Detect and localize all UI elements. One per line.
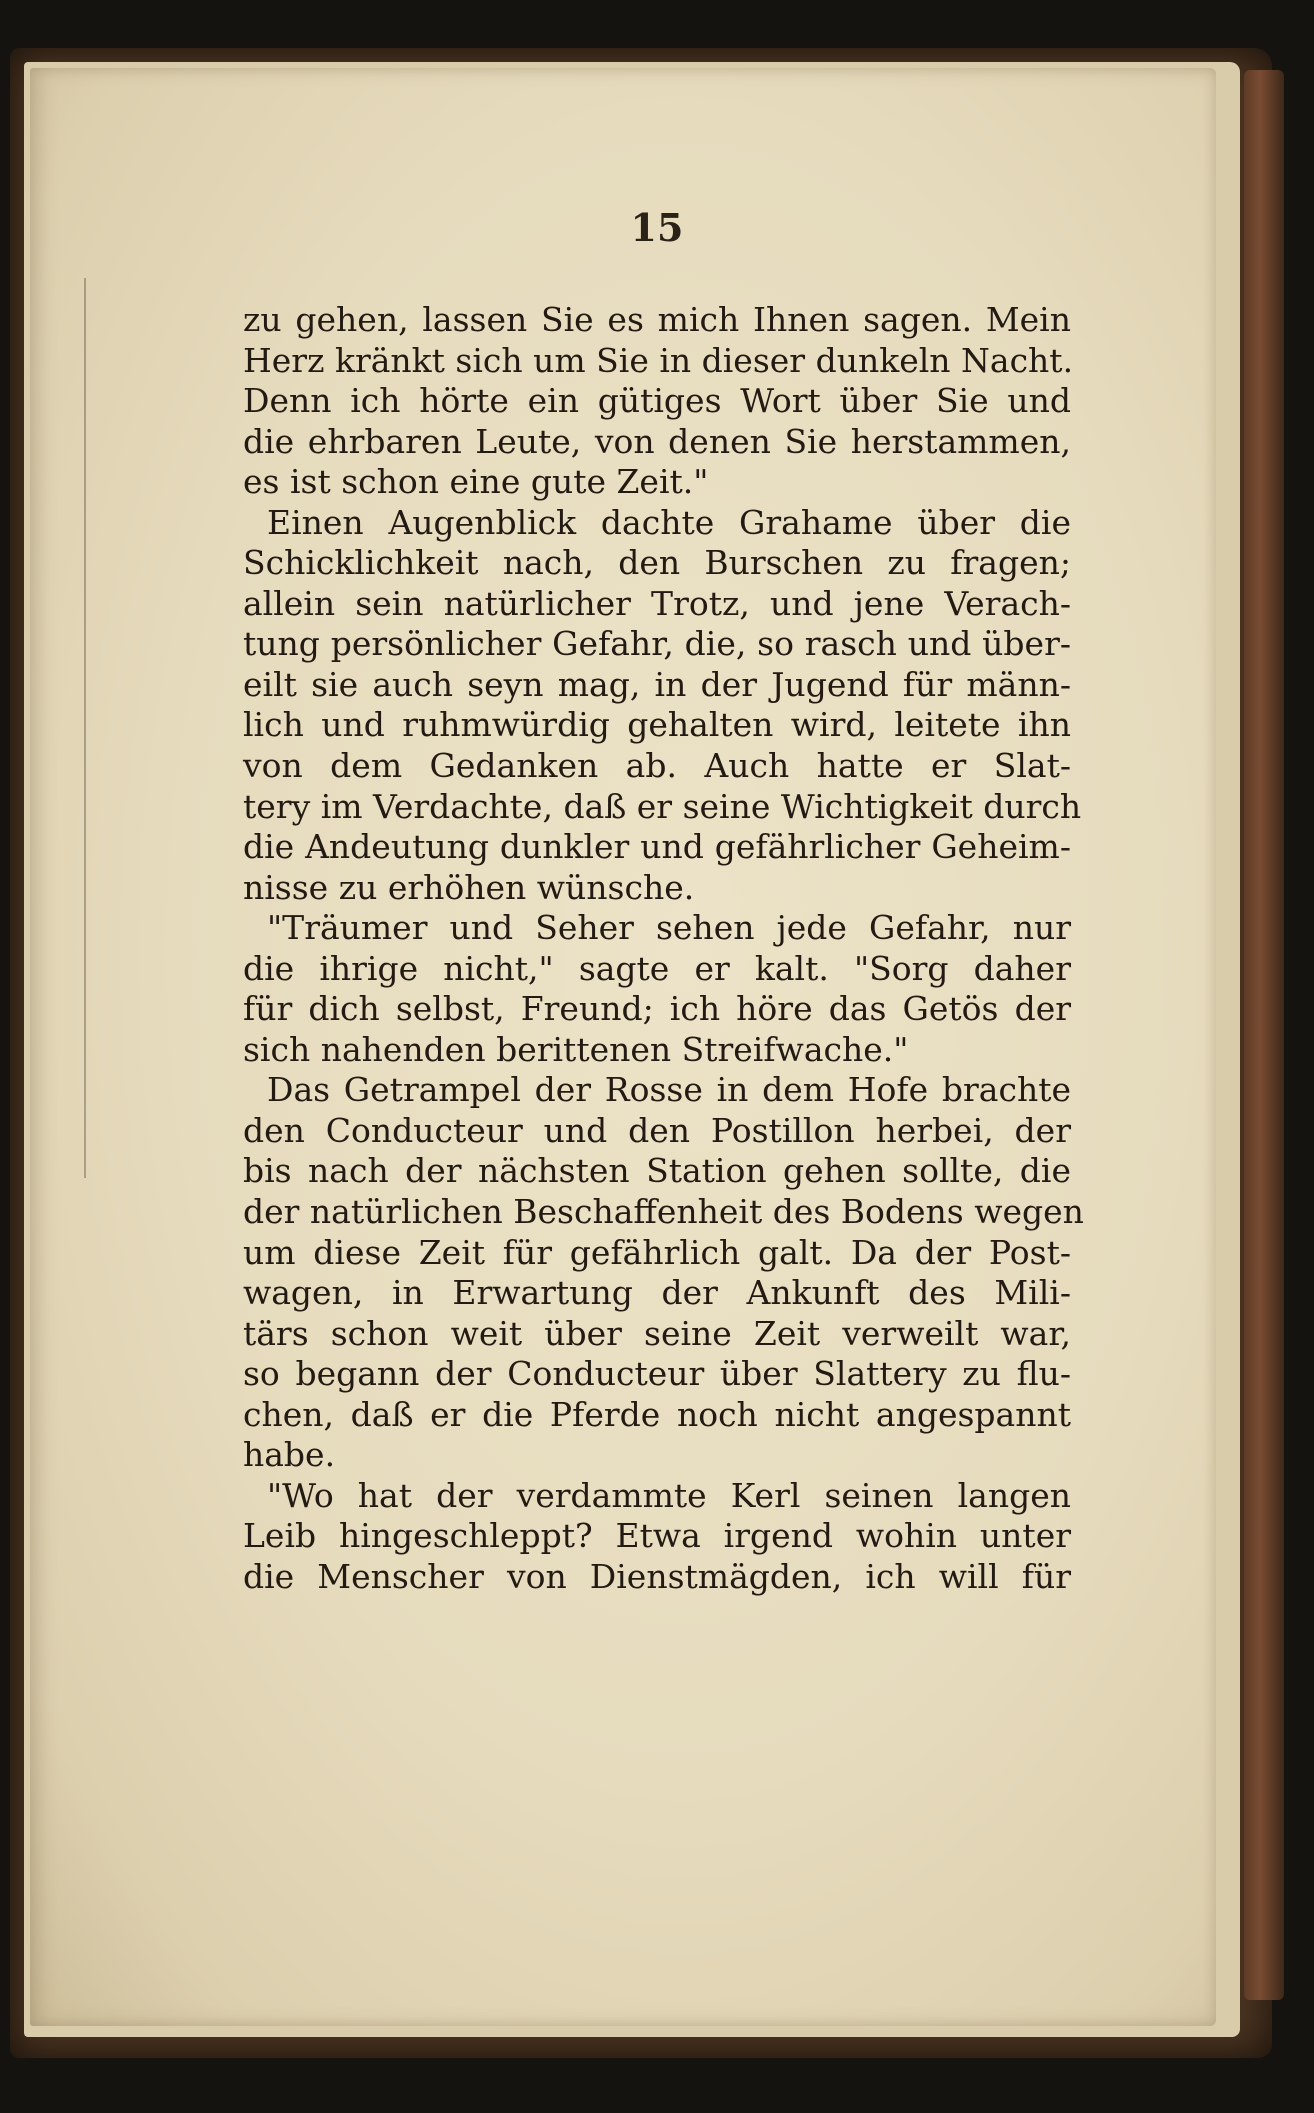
text-line: lich und ruhmwürdig gehalten wird, leitete ihn — [243, 705, 1071, 745]
text-line: die ehrbaren Leute, von denen Sie herstammen, — [243, 421, 1071, 461]
text-line: es ist schon eine gute Zeit." — [243, 462, 709, 502]
text-line: den Conducteur und den Postillon herbei, der — [243, 1110, 1071, 1150]
text-line: bis nach der nächsten Station gehen sollte, die — [243, 1151, 1071, 1191]
text-line: der natürlichen Beschaffenheit des Bodens wegen — [243, 1192, 1084, 1232]
text-line: "Wo hat der verdammte Kerl seinen langen — [267, 1475, 1071, 1515]
page-number: 15 — [630, 205, 684, 250]
text-line: tery im Verdachte, daß er seine Wichtigkeit durch — [243, 786, 1082, 826]
cover-spine-edge — [1244, 70, 1284, 2000]
gutter-shadow — [84, 278, 86, 1178]
text-line: für dich selbst, Freund; ich höre das Getös der — [243, 989, 1071, 1029]
text-line: die Andeutung dunkler und gefährlicher Geheim- — [243, 827, 1071, 867]
text-line: tärs schon weit über seine Zeit verweilt war, — [243, 1313, 1071, 1353]
text-line: so begann der Conducteur über Slattery zu flu- — [243, 1354, 1071, 1394]
text-line: von dem Gedanken ab. Auch hatte er Slat- — [243, 746, 1071, 786]
text-line: nisse zu erhöhen wünsche. — [243, 867, 695, 907]
text-line: Das Getrampel der Rosse in dem Hofe brachte — [267, 1070, 1071, 1110]
page-text — [243, 300, 1084, 1598]
text-line: Leib hingeschleppt? Etwa irgend wohin unter — [243, 1516, 1071, 1556]
text-line: Einen Augenblick dachte Grahame über die — [267, 502, 1071, 542]
text-line: eilt sie auch seyn mag, in der Jugend für männ- — [243, 664, 1071, 704]
text-line: sich nahenden berittenen Streifwache." — [243, 1029, 909, 1069]
text-line: die ihrige nicht," sagte er kalt. "Sorg daher — [243, 948, 1071, 988]
text-line: Denn ich hörte ein gütiges Wort über Sie und — [243, 381, 1071, 421]
text-line: Schicklichkeit nach, den Burschen zu fragen; — [243, 543, 1071, 583]
text-line: wagen, in Erwartung der Ankunft des Mili- — [243, 1273, 1071, 1313]
text-line: allein sein natürlicher Trotz, und jene Verach- — [243, 583, 1071, 623]
text-line: chen, daß er die Pferde noch nicht angespannt — [243, 1394, 1071, 1434]
text-line: tung persönlicher Gefahr, die, so rasch und über- — [243, 624, 1071, 664]
text-line: zu gehen, lassen Sie es mich Ihnen sagen. Mein — [243, 300, 1071, 339]
text-line: "Träumer und Seher sehen jede Gefahr, nur — [267, 908, 1071, 948]
text-line: die Menscher von Dienstmägden, ich will für — [243, 1556, 1071, 1596]
text-line: Herz kränkt sich um Sie in dieser dunkeln Nacht. — [243, 340, 1074, 380]
text-line: habe. — [243, 1435, 336, 1475]
text-line: um diese Zeit für gefährlich galt. Da der Post- — [243, 1232, 1071, 1272]
